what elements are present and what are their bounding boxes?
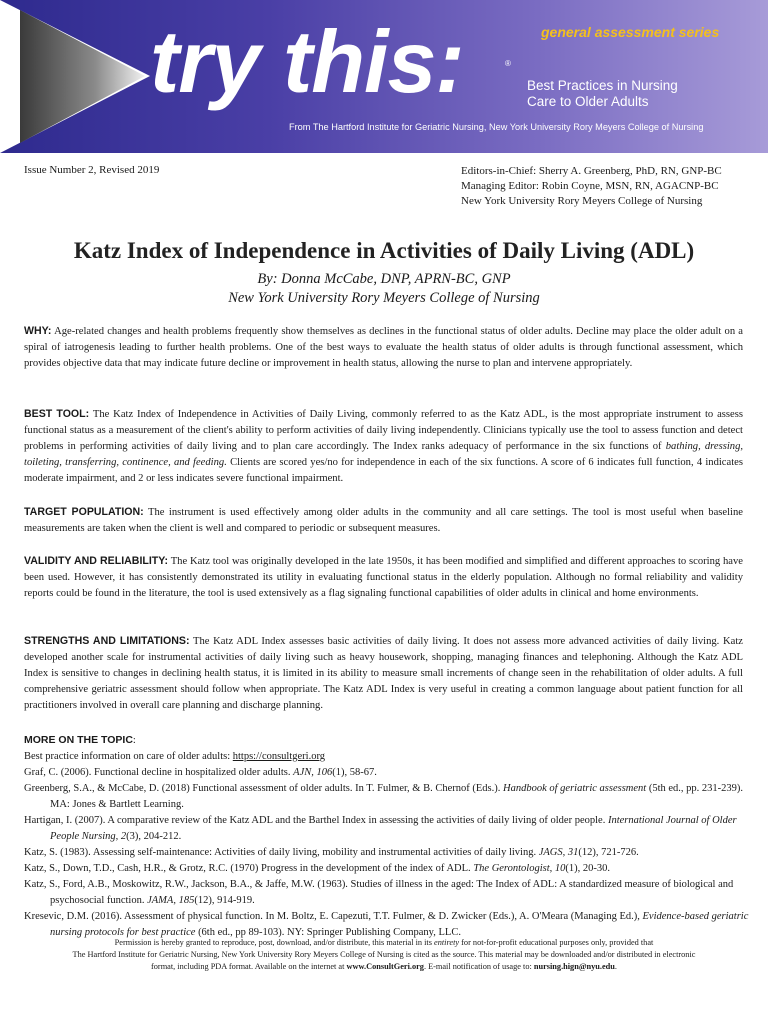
registered-mark: ® [505, 59, 511, 68]
best-practice-text: Best practice information on care of older adults: [24, 751, 231, 762]
reference-italic: JAMA, 185 [147, 895, 195, 906]
reference-item [24, 861, 754, 877]
section-heading: BEST TOOL: [24, 408, 90, 420]
reference-text: Katz, S. (1983). Assessing self-maintenance: Activities of daily living, mobility and instrumental activities of daily living. [24, 847, 539, 858]
section-text: The Katz tool was originally developed in the late 1950s, it has been modified and simplified and different approaches to scoring have been used. However, it has consistently demonstrated its utility in evaluating functional status in the elderly population. Although no formal reliability and validity reports could be found in the literature, the tool is used extensively as a flag signaling functional capabilities of older adults in clinical and home environments. [24, 556, 743, 599]
reference-text: (12), 914-919. [194, 895, 255, 906]
reference-italic: The Gerontologist, 10 [473, 863, 566, 874]
footer-text: . E-mail notification of usage to: [423, 962, 532, 971]
section-heading: WHY: [24, 325, 52, 337]
footer-text: The Hartford Institute for Geriatric Nursing, New York University Rory Meyers College of Nursing is cited as the source. This material may be downloaded and/or distributed in electronic [72, 950, 696, 959]
reference-item [24, 813, 754, 845]
footer-text: for not-for-profit educational purposes only, provided that [461, 938, 654, 947]
reference-item [24, 765, 754, 781]
reference-text: Greenberg, S.A., & McCabe, D. (2018) Functional assessment of older adults. In T. Fulmer, & B. Chernof (Eds.). [24, 783, 504, 794]
section-heading: VALIDITY AND RELIABILITY: [24, 555, 169, 567]
editor-line-2: Managing Editor: Robin Coyne, MSN, RN, AGACNP-BC [461, 180, 719, 192]
section-text: The Katz ADL Index assesses basic activities of daily living. It does not assess more advanced activities of daily living. Katz developed another scale for instrumental activities of daily living such as heavy housework, shopping, managing finances and telephoning. Although the Katz ADL Index is sensitive to changes in declining health status, it is limited in its ability to measure small increments of change seen in the rehabilitation of older adults. A full comprehensive geriatric assessment should follow when appropriate. The Katz ADL Index is very useful in creating a common language about patient function for all practitioners involved in overall care planning and discharge planning. [24, 636, 743, 711]
institution-line: From The Hartford Institute for Geriatric Nursing, New York University Rory Meyers College of Nursing [289, 122, 704, 132]
logo-text: try this: [150, 12, 464, 111]
section-heading: TARGET POPULATION: [24, 506, 144, 518]
section-target-population [24, 504, 743, 537]
reference-text: (5th ed., pp. 231-239). MA: Jones & Bartlett Learning. [50, 783, 744, 810]
reference-text: Kresevic, D.M. (2016). Assessment of physical function. In M. Boltz, E. Capezuti, T.T. Fulmer, & D. Zwicker (Eds.), A. O'Meara (Managing Ed.), [24, 911, 643, 922]
arrow-graphic [0, 0, 150, 153]
affiliation-line: New York University Rory Meyers College of Nursing [228, 290, 540, 306]
editor-line-1: Editors-in-Chief: Sherry A. Greenberg, PhD, RN, GNP-BC [461, 165, 722, 177]
reference-italic: AJN, 106 [293, 767, 333, 778]
series-label: general assessment series [541, 24, 720, 40]
reference-text: (1), 20-30. [565, 863, 611, 874]
issue-number: Issue Number 2, Revised 2019 [24, 164, 160, 176]
reference-italic: JAGS, 31 [538, 847, 579, 858]
reference-item [24, 845, 754, 861]
reference-italic: Handbook of geriatric assessment [503, 783, 647, 794]
reference-text: (3), 204-212. [126, 831, 182, 842]
section-text: The Katz Index of Independence in Activities of Daily Living, commonly referred to as the Katz ADL, is the most appropriate instrument to assess functional status as a measurement of the client's ability to perform activities of daily living independently. Clinicians typically use the tool to assess function and detect problems in performing activities of daily living and to plan care accordingly. The Index ranks adequacy of performance in the six functions of [24, 409, 743, 452]
reference-item [24, 781, 754, 813]
editor-line-3: New York University Rory Meyers College of Nursing [461, 195, 703, 207]
footer-text: . [614, 962, 617, 971]
reference-text: (1), 58-67. [332, 767, 377, 778]
section-text-2: Clients are scored yes/no for independence in each of the six functions. A score of 6 indicates full function, 4 indicates moderate impairment, and 2 or less indicates severe functional impairment. [24, 457, 743, 484]
reference-italic: Evidence-based geriatric nursing protocols for best practice [50, 911, 749, 938]
tagline-line-2: Care to Older Adults [527, 94, 649, 109]
section-strengths [24, 633, 743, 714]
editors-block [461, 164, 722, 209]
reference-text: Katz, S., Down, T.D., Cash, H.R., & Grotz, R.C. (1970) Progress in the development of the index of ADL. [24, 863, 474, 874]
document-title: Katz Index of Independence in Activities of Daily Living (ADL) [73, 238, 695, 263]
section-text: Age-related changes and health problems frequently show themselves as declines in the functional status of older adults. Decline may place the older adult on a spiral of iatrogenesis leading to further health problems. One of the best ways to evaluate the health status of older adults is through functional assessment, which provides objective data that may indicate future decline or improvement in health status, allowing the nurse to plan and intervene appropriately. [24, 326, 743, 369]
more-colon: : [132, 735, 136, 746]
footer-italic: entirety [434, 938, 460, 947]
footer-email-link[interactable]: nursing.hign@nyu.edu [533, 962, 615, 971]
reference-text: Graf, C. (2006). Functional decline in hospitalized older adults. [24, 767, 294, 778]
footer-permission [20, 937, 748, 973]
footer-text: Permission is hereby granted to reproduce, post, download, and/or distribute, this material in its [114, 938, 432, 947]
reference-italic: International Journal of Older People Nursing, 2 [50, 815, 737, 842]
section-best-tool [24, 406, 743, 487]
reference-text: Katz, S., Ford, A.B., Moskowitz, R.W., Jackson, B.A., & Jaffe, M.W. (1963). Studies of illness in the aged: The Index of ADL: A standardized measure of biological and psychosocial function. [24, 879, 734, 906]
consultgeri-link[interactable]: https://consultgeri.org [232, 751, 326, 762]
reference-text: (12), 721-726. [578, 847, 639, 858]
reference-text: (6th ed., pp 89-103). NY: Springer Publishing Company, LLC. [195, 927, 461, 938]
tagline-line-1: Best Practices in Nursing [527, 78, 678, 93]
tagline [527, 78, 678, 110]
byline [0, 270, 768, 308]
reference-text: Hartigan, I. (2007). A comparative review of the Katz ADL and the Barthel Index in assessing the activities of daily living of older people. [24, 815, 608, 826]
reference-item [24, 877, 754, 909]
more-heading: MORE ON THE TOPIC [24, 734, 133, 746]
section-why [24, 323, 743, 372]
author-line: By: Donna McCabe, DNP, APRN-BC, GNP [257, 271, 511, 287]
reference-list [24, 765, 754, 941]
footer-site-link[interactable]: www.ConsultGeri.org [346, 962, 424, 971]
section-italic-text: bathing, dressing, toileting, transferring, continence, and feeding. [24, 441, 744, 468]
section-text: The instrument is used effectively among older adults in the community and all care settings. The tool is most useful when baseline measurements are taken when the client is well and compared to periodic or subsequent measures. [24, 507, 743, 534]
footer-text: format, including PDA format. Available on the internet at [151, 962, 345, 971]
section-heading: STRENGTHS AND LIMITATIONS: [24, 635, 190, 647]
header-banner [0, 0, 768, 153]
section-validity [24, 553, 743, 602]
more-on-topic [24, 732, 754, 941]
